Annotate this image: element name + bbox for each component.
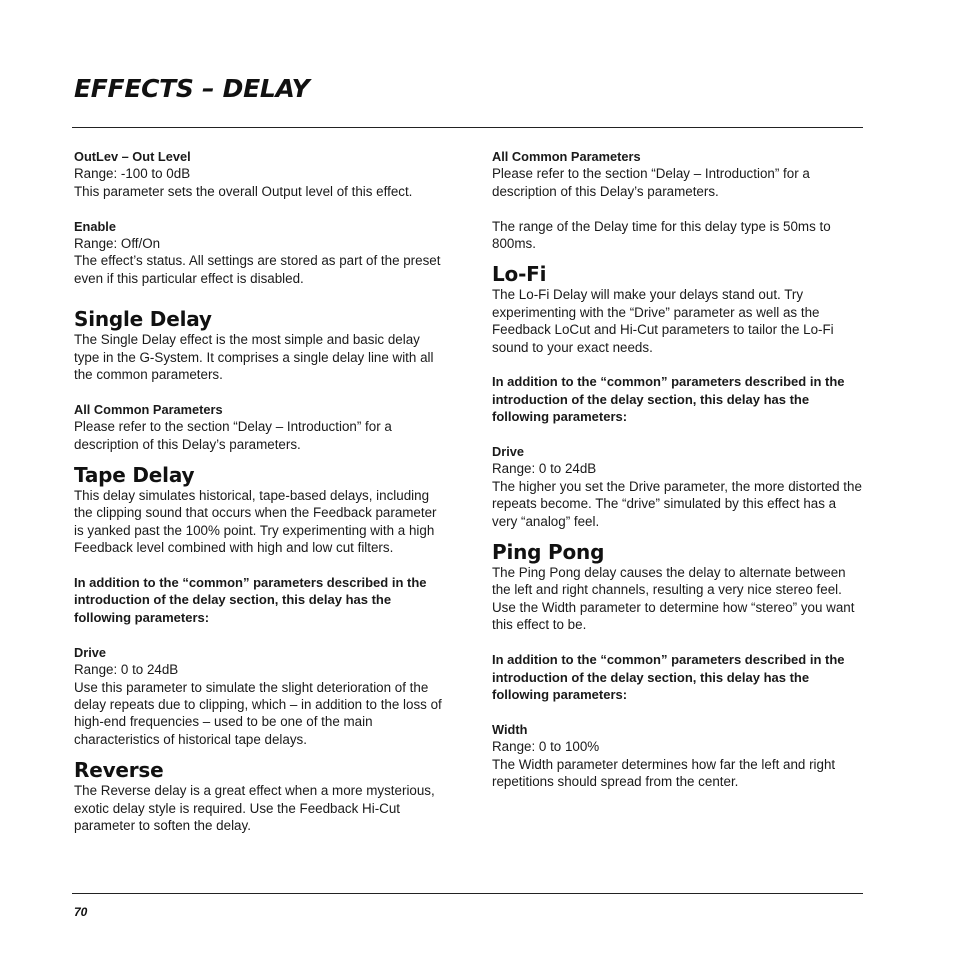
page-title: EFFECTS – DELAY bbox=[74, 74, 310, 103]
delay-range-description: The range of the Delay time for this delay type is 50ms to 800ms. bbox=[492, 218, 831, 252]
tape-drive-label: Drive bbox=[74, 644, 107, 660]
footer-rule bbox=[72, 893, 863, 894]
outlev-label: OutLev – Out Level bbox=[74, 149, 191, 164]
lofi-drive-label: Drive bbox=[492, 444, 525, 460]
ping-pong-heading: Ping Pong bbox=[492, 540, 605, 565]
single-common-label: All Common Parameters bbox=[74, 401, 223, 417]
enable-label: Enable bbox=[74, 218, 116, 234]
reverse-heading: Reverse bbox=[74, 758, 164, 783]
lofi-common-note: In addition to the “common” parameters described in the introduction of the delay section, this delay has the following parameters: bbox=[492, 374, 845, 425]
enable-description: The effect’s status. All settings are stored as part of the preset even if this particular effect is disabled. bbox=[74, 253, 441, 286]
outlev-description: This parameter sets the overall Output level of this effect. bbox=[74, 183, 413, 199]
enable-range: Range: Off/On bbox=[74, 236, 161, 252]
lofi-drive-range: Range: 0 to 24dB bbox=[492, 461, 597, 477]
tape-common-note: In addition to the “common” parameters described in the introduction of the delay section, this delay has the following parameters: bbox=[74, 575, 427, 625]
left-column bbox=[74, 148, 446, 834]
tape-drive-range: Range: 0 to 24dB bbox=[74, 662, 179, 678]
header-rule bbox=[72, 127, 863, 128]
width-description: The Width parameter determines how far the left and right repetitions should spread from the center. bbox=[492, 756, 836, 789]
lofi-drive-description: The higher you set the Drive parameter, the more distorted the repeats become. The “drive” simulated by this effect has a very “analog” feel. bbox=[492, 478, 862, 529]
common-label: All Common Parameters bbox=[492, 149, 641, 164]
tape-drive-description: Use this parameter to simulate the slight deterioration of the delay repeats due to clipping, which – in addition to the loss of high-end frequencies – used to be one of the main characteristics of historical tape delays. bbox=[74, 679, 442, 747]
reverse-description: The Reverse delay is a great effect when a more mysterious, exotic delay style is required. Use the Feedback Hi-Cut parameter to soften the delay. bbox=[74, 783, 435, 833]
outlev-range: Range: -100 to 0dB bbox=[74, 166, 191, 182]
single-delay-heading: Single Delay bbox=[74, 307, 212, 332]
ping-common-note: In addition to the “common” parameters described in the introduction of the delay section, this delay has the following parameters: bbox=[492, 652, 845, 702]
single-delay-description: The Single Delay effect is the most simple and basic delay type in the G-System. It comprises a single delay line with all the common parameters. bbox=[74, 332, 434, 383]
page-number: 70 bbox=[74, 905, 88, 919]
tape-delay-description: This delay simulates historical, tape-based delays, including the clipping sound that occurs when the Feedback parameter is yanked past the 100% point. Try experimenting with a high Feedback level combined with high and low cut filters. bbox=[74, 488, 437, 556]
width-label: Width bbox=[492, 721, 528, 737]
ping-pong-description: The Ping Pong delay causes the delay to alternate between the left and right channels, resulting a very nice stereo feel. Use the Width parameter to determine how “stereo” you want this effect to be. bbox=[492, 565, 855, 633]
lofi-heading: Lo-Fi bbox=[492, 262, 547, 287]
common-description: Please refer to the section “Delay – Introduction” for a description of this Delay’s parameters. bbox=[492, 166, 810, 199]
right-column bbox=[492, 148, 864, 790]
tape-delay-heading: Tape Delay bbox=[74, 463, 195, 488]
width-range: Range: 0 to 100% bbox=[492, 739, 600, 755]
lofi-description: The Lo-Fi Delay will make your delays stand out. Try experimenting with the “Drive” parameter as well as the Feedback LoCut and Hi-Cut parameters to tailor the Lo-Fi sound to your exact needs. bbox=[492, 287, 834, 355]
single-common-description: Please refer to the section “Delay – Introduction” for a description of this Delay’s parameters. bbox=[74, 419, 392, 452]
